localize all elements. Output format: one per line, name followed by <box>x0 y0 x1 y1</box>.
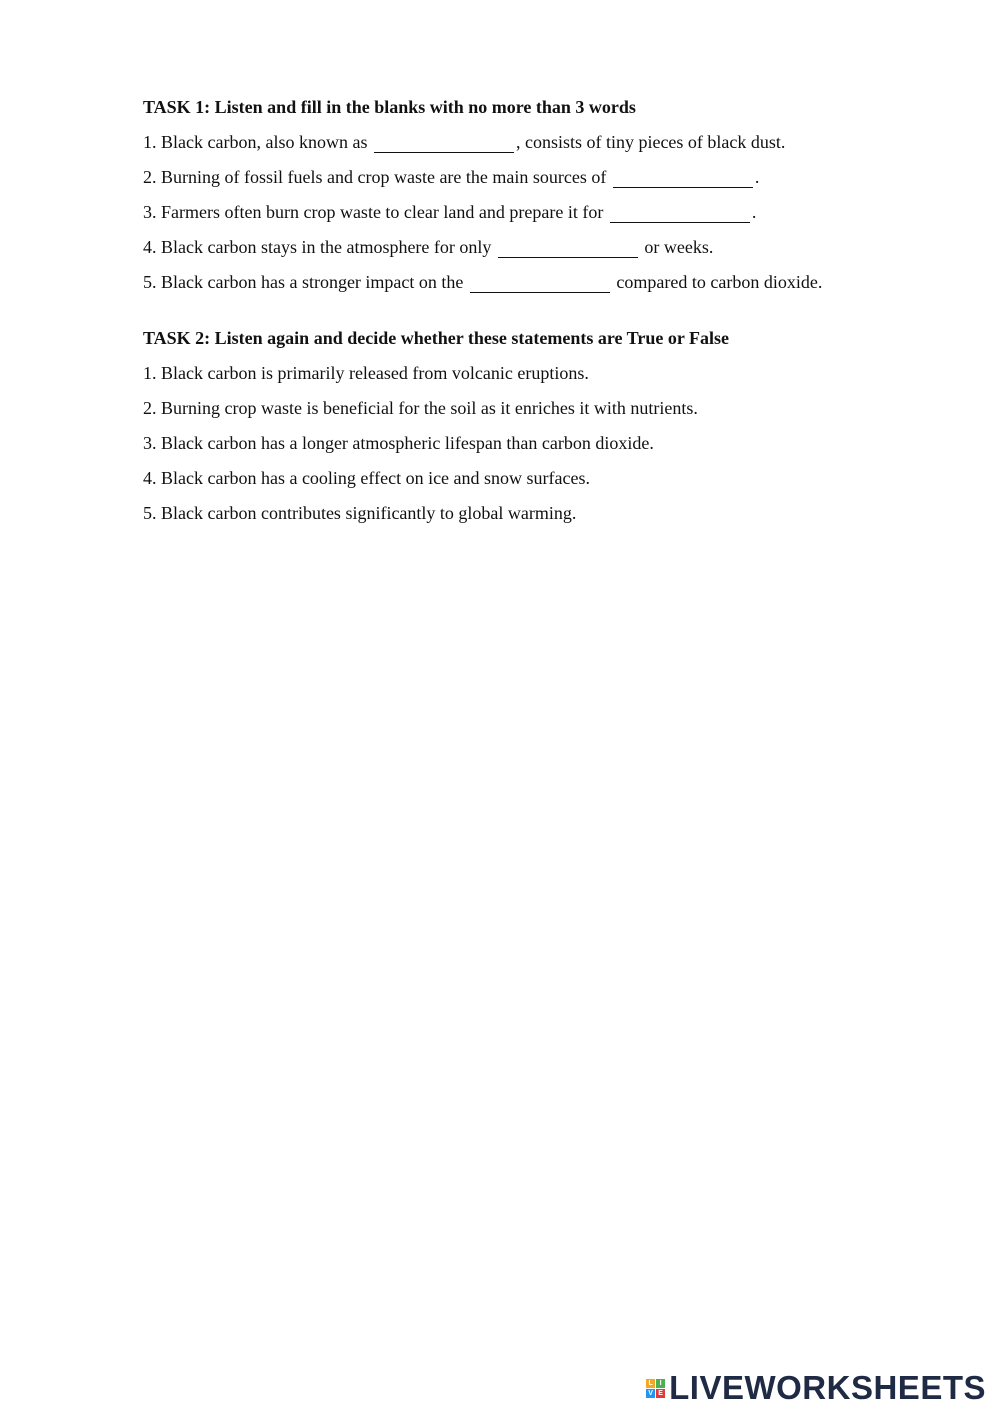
task1-item-text: , consists of tiny pieces of black dust. <box>515 132 786 152</box>
task1-blank-3[interactable] <box>610 204 750 223</box>
task1-item-text: 5. Black carbon has a stronger impact on the <box>143 272 468 292</box>
task1-item-text: 4. Black carbon stays in the atmosphere for only <box>143 237 496 257</box>
task2-statement-5: 5. Black carbon contributes significantly to global warming. <box>143 503 577 523</box>
logo-mark-icon <box>646 1379 665 1398</box>
task1-blank-2[interactable] <box>613 169 753 188</box>
task1-item-1 <box>143 128 943 156</box>
logo-mark-cell: E <box>656 1389 665 1398</box>
task1-item-text: 2. Burning of fossil fuels and crop waste are the main sources of <box>143 167 611 187</box>
task1-item-text: or weeks. <box>639 237 714 257</box>
logo-mark-cell: V <box>646 1389 655 1398</box>
task2-statement-3: 3. Black carbon has a longer atmospheric lifespan than carbon dioxide. <box>143 433 654 453</box>
logo-mark-cell: I <box>656 1379 665 1388</box>
task1-item-text: . <box>751 202 757 222</box>
logo-mark-cell: L <box>646 1379 655 1388</box>
task1-item-text: . <box>754 167 760 187</box>
liveworksheets-logo <box>646 1370 986 1406</box>
task1-blank-4[interactable] <box>498 239 638 258</box>
task1-heading: TASK 1: Listen and fill in the blanks with no more than 3 words <box>143 97 636 117</box>
logo-wordmark: LIVEWORKSHEETS <box>669 1369 986 1406</box>
task1-item-text: 3. Farmers often burn crop waste to clear land and prepare it for <box>143 202 608 222</box>
task2-statement-1: 1. Black carbon is primarily released from volcanic eruptions. <box>143 363 589 383</box>
task1-item-text: 1. Black carbon, also known as <box>143 132 372 152</box>
task1-item-4 <box>143 233 943 261</box>
task1-blank-5[interactable] <box>470 274 610 293</box>
task1-item-text: compared to carbon dioxide. <box>611 272 823 292</box>
task2-statement-2: 2. Burning crop waste is beneficial for the soil as it enriches it with nutrients. <box>143 398 698 418</box>
task2-heading: TASK 2: Listen again and decide whether these statements are True or False <box>143 328 729 348</box>
task1-blank-1[interactable] <box>374 134 514 153</box>
task1-item-5 <box>143 268 943 296</box>
task1-item-3 <box>143 198 943 226</box>
task2-statement-4: 4. Black carbon has a cooling effect on ice and snow surfaces. <box>143 468 591 488</box>
task1-item-2 <box>143 163 943 191</box>
worksheet <box>143 93 943 534</box>
